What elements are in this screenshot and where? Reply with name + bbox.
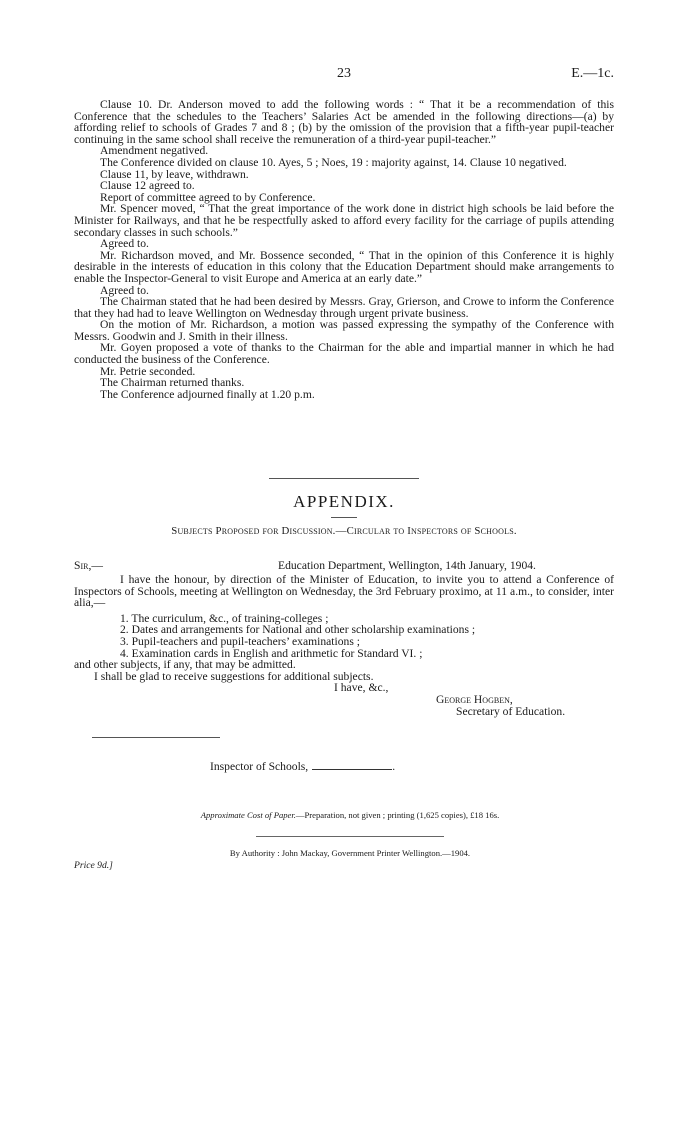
page-number: 23	[337, 66, 351, 81]
list-item: 4. Examination cards in English and arithmetic for Standard VI. ;	[120, 646, 423, 660]
paragraph: Mr. Spencer moved, “ That the great importance of the work done in district high schools be laid before the Minister for Railways, and that he be respectfully asked to afford every facility for the carriage of pupils attending secondary classes in such schools.”	[74, 202, 614, 239]
paragraph: On the motion of Mr. Richardson, a motion was passed expressing the sympathy of the Conference with Messrs. Goodwin and J. Smith in their illness.	[74, 318, 614, 343]
addressee-end: .	[392, 760, 396, 773]
price: Price 9d.]	[74, 860, 113, 871]
circular-letter	[74, 560, 614, 717]
addressee-blank	[312, 769, 392, 770]
printer-authority: By Authority : John Mackay, Government Printer Wellington.—1904.	[229, 848, 471, 858]
paragraph: The Conference divided on clause 10. Ayes, 5 ; Noes, 19 : majority against, 14. Clause 10 negatived.	[100, 155, 567, 169]
list-item: 3. Pupil-teachers and pupil-teachers’ examinations ;	[120, 634, 360, 648]
paragraph: Clause 10. Dr. Anderson moved to add the following words : “ That it be a recommendation of this Conference that the schedules to the Teachers’ Salaries Act be amended in the following directions—(a) by affording relief to schools of Grades 7 and 8 ; (b) by the omission of the provision that a fifth-year pupil-teacher continuing in the same school shall receive the remuneration of a third-year pupil-teacher.”	[74, 98, 614, 146]
page-header	[74, 66, 614, 86]
list-item: 1. The curriculum, &c., of training-colleges ;	[120, 611, 329, 625]
dateline: Education Department, Wellington, 14th January, 1904.	[278, 559, 536, 572]
cost-text: —Preparation, not given ; printing (1,625 copies), £18 16s.	[295, 810, 500, 820]
signature-divider	[92, 737, 220, 738]
appendix-title: APPENDIX.	[293, 492, 395, 511]
circular-subject-line: Subjects Proposed for Discussion.—Circular to Inspectors of Schools.	[171, 525, 517, 537]
paragraph: Agreed to.	[100, 283, 149, 297]
appendix-section	[74, 478, 614, 538]
document-reference: E.—1c.	[571, 66, 614, 81]
closing-line: I shall be glad to receive suggestions for additional subjects.	[94, 669, 374, 683]
paragraph: The Chairman returned thanks.	[100, 376, 245, 390]
letter-body: I have the honour, by direction of the Minister of Education, to invite you to attend a Conference of Inspectors of Schools, meeting at Wellington on Wednesday, the 3rd February proximo, at 11 a.m., to consider, inter alia,—	[74, 573, 614, 610]
signatory-name: George Hogben,	[436, 692, 513, 706]
letter-heading-row	[74, 560, 614, 574]
paragraph: Agreed to.	[100, 237, 149, 251]
title-underline	[331, 517, 357, 518]
paragraph: Mr. Goyen proposed a vote of thanks to the Chairman for the able and impartial manner in which he had conducted the business of the Conference.	[74, 341, 614, 367]
paragraph: Mr. Petrie seconded.	[100, 364, 196, 378]
paragraph: Amendment negatived.	[100, 144, 209, 158]
paragraph: Mr. Richardson moved, and Mr. Bossence seconded, “ That in the opinion of this Conference it is highly desirable in the interests of education in this colony that the Education Department should make arrangements to enable the Inspector-General to visit Europe and America at an early date.”	[74, 248, 614, 285]
paragraph: Clause 12 agreed to.	[100, 179, 195, 193]
section-divider	[269, 478, 419, 479]
cost-label: Approximate Cost of Paper.	[200, 810, 296, 820]
paragraph: Clause 11, by leave, withdrawn.	[100, 167, 249, 181]
paragraph: Report of committee agreed to by Conference.	[100, 190, 316, 204]
sign-off: I have, &c.,	[334, 681, 389, 695]
signatory-title: Secretary of Education.	[456, 704, 566, 718]
minutes-body	[74, 99, 614, 400]
addressee-line	[210, 760, 395, 773]
paragraph: The Conference adjourned finally at 1.20 p.m.	[100, 387, 315, 401]
subject-list	[120, 613, 614, 659]
cost-of-paper	[0, 810, 700, 820]
list-item: 2. Dates and arrangements for National and other scholarship examinations ;	[120, 623, 476, 637]
addressee-label: Inspector of Schools,	[210, 760, 309, 773]
footer-divider	[256, 836, 444, 837]
salutation: Sir,—	[74, 559, 103, 572]
after-list-text: and other subjects, if any, that may be admitted.	[74, 658, 296, 672]
paragraph: The Chairman stated that he had been desired by Messrs. Gray, Grierson, and Crowe to inform the Conference that they had had to leave Wellington on Wednesday through urgent private business.	[74, 295, 614, 320]
